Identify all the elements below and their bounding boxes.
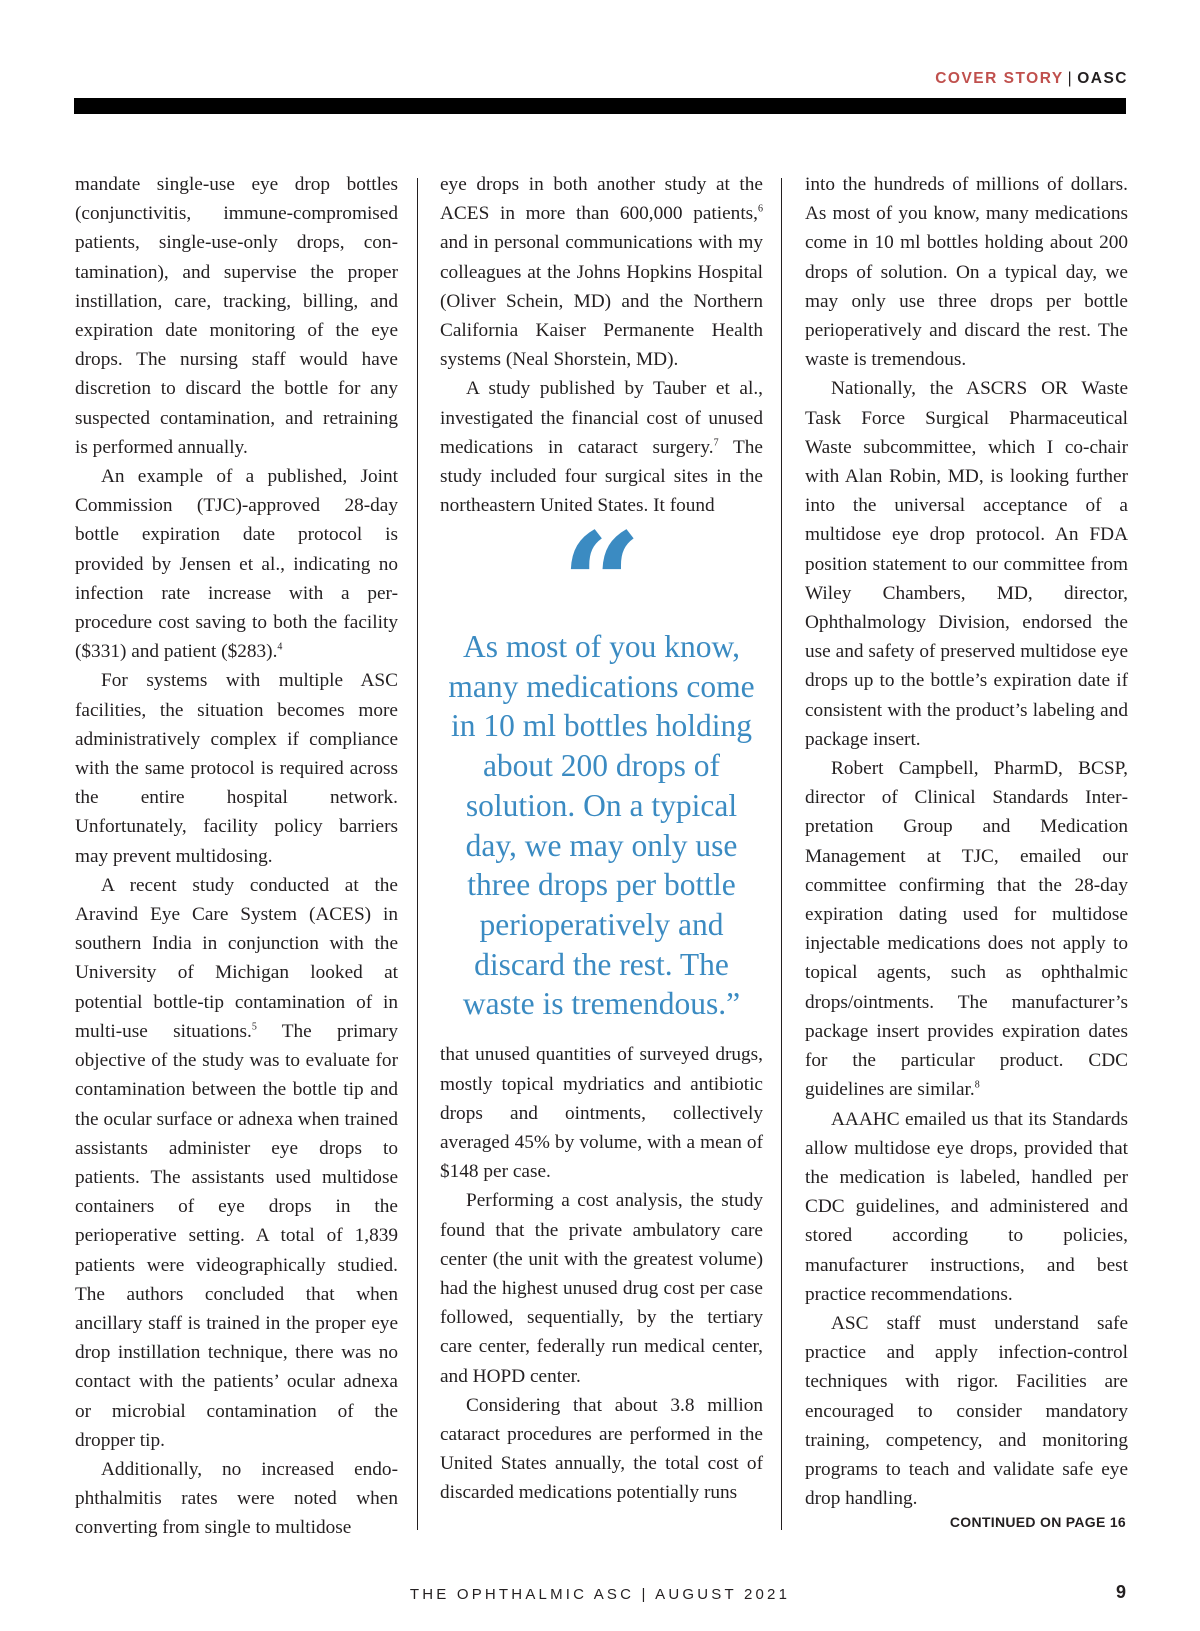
paragraph: ASC staff must understand safe practice and apply infection-control techniques with rigor. Facilities are encouraged to consider mandatory training, competency, and monitoring programs to teach and validate safe eye drop handling. xyxy=(805,1312,1128,1510)
paragraph: Robert Campbell, PharmD, BCSP, director of Clinical Standards Interpretation Group and Medication Management at TJC, emailed our committee confirming that the 28-day expiration dating used for multidose injectable medications does not apply to topical agents, such as ophthalmic drops/ointments. The manufacturer’s package insert provides expiration dates for the particular product. CDC guidelines are similar.$^8$ xyxy=(805,758,1128,1101)
paragraph: Nationally, the ASCRS OR Waste Task Force Surgical Pharmaceutical Waste subcommittee, which I co-chair with Alan Robin, MD, is looking further into the universal acceptance of a multidose eye drop protocol. An FDA position statement to our committee from Wiley Chambers, MD, director, Ophthalmology Division, endorsed the use and safety of preserved multidose eye drops up to the bottle’s expiration date if consistent with the product’s labeling and package insert. xyxy=(805,378,1128,750)
reference-number: 4 xyxy=(277,641,283,653)
paragraph: For systems with multiple ASC facilities, the situation becomes more administratively complex if compliance with the same protocol is required across the entire hospital network. Unfortunately, facility policy barriers may prevent multidosing. xyxy=(75,670,398,867)
reference-number: 7 xyxy=(713,437,719,449)
paragraph: AAAHC emailed us that its Standards allow multidose eye drops, provided that the medication is labeled, handled per CDC guidelines, and administered and stored according to policies, manufacturer instructions, and best practice recommendations. xyxy=(805,1108,1128,1305)
paragraph: eye drops in both another study at the ACES in more than 600,000 patients,$^6$ and in personal communications with my colleagues at the Johns Hopkins Hospital (Oliver Schein, MD) and the Northern California Kaiser Permanente Health systems (Neal Shorstein, MD). xyxy=(440,174,763,371)
page-number: 9 xyxy=(1115,1582,1126,1602)
reference-number: 8 xyxy=(974,1079,980,1091)
paragraph: into the hundreds of millions of dollars. As most of you know, many medications come in 10 ml bottles holding about 200 drops of solution. On a typical day, we may only use three drops per bottle perioperatively and discard the rest. The waste is tremendous. xyxy=(805,174,1128,371)
paragraph: A recent study conducted at the Aravind Eye Care System (ACES) in southern India in conjunction with the University of Michigan looked at potential bottle-tip contamination of in multi-use situations.$^5$ The primary objective of the study was to evaluate for contamination between the bottle tip and the ocular surface or adnexa when trained assistants administer eye drops to patients. The assistants used multidose containers of eye drops in the perioperative setting. A total of 1,839 patients were videographically studied. The authors concluded that when ancillary staff is trained in the proper eye drop instillation technique, there was no contact with the patients’ ocular adnexa or microbial contamination of the dropper tip. xyxy=(75,874,398,1451)
header-rule xyxy=(74,98,1126,114)
column-divider xyxy=(781,178,782,1530)
section-label: COVER STORY xyxy=(935,70,1064,87)
article-column-3 xyxy=(805,170,1128,1513)
paragraph: Additionally, no increased endophthalmitis rates were noted when converting from single to multidose xyxy=(75,1458,398,1539)
article-column-1 xyxy=(75,170,398,1543)
paragraph: Considering that about 3.8 million cataract procedures are performed in the United States annually, the total cost of discarded medications potentially runs xyxy=(440,1394,763,1504)
reference-number: 5 xyxy=(251,1021,257,1033)
paragraph: mandate single-use eye drop bottles (conjunctivitis, immune-compromised patients, single-use-only drops, contamination), and supervise the proper instillation, care, tracking, billing, and expiration date monitoring of the eye drops. The nursing staff would have discretion to discard the bottle for any suspected contamination, and retraining is performed annually. xyxy=(75,174,398,458)
pull-quote xyxy=(440,503,763,1024)
quote-mark-icon: “ xyxy=(561,503,642,667)
reference-number: 6 xyxy=(758,203,763,215)
paragraph: A study published by Tauber et al., investigated the financial cost of unused medications in cataract surgery.$^7$ The study included four surgical sites in the northeastern United States. It found xyxy=(440,378,763,517)
paragraph: Performing a cost analysis, the study found that the private ambulatory care center (the unit with the greatest volume) had the highest unused drug cost per case followed, sequentially, by the tertiary care center, federally run medical center, and HOPD center. xyxy=(440,1190,763,1387)
header-separator: | xyxy=(1067,70,1074,87)
running-header xyxy=(935,70,1128,88)
footer-publication: THE OPHTHALMIC ASC | AUGUST 2021 xyxy=(409,1586,791,1603)
column-divider xyxy=(417,178,418,1530)
brand-label: OASC xyxy=(1077,70,1128,87)
pull-quote-text: As most of you know, many medications come in 10 ml bottles holding about 200 drops of solution. On a typical day, we may only use three drops per bottle perioperatively and discard the rest. The waste is tremendous.” xyxy=(448,629,755,1022)
continued-on-page-link: CONTINUED ON PAGE 16 xyxy=(949,1514,1126,1530)
paragraph: An example of a published, Joint Commission (TJC)-approved 28-day bottle expiration date protocol is provided by Jensen et al., indicating no infection rate increase with a per-procedure cost saving to both the facility ($331) and patient ($283).$^4$ xyxy=(75,466,398,663)
paragraph: that unused quantities of surveyed drugs, mostly topical mydriatics and antibiotic drops and ointments, collectively averaged 45% by volume, with a mean of $148 per case. xyxy=(440,1044,763,1183)
